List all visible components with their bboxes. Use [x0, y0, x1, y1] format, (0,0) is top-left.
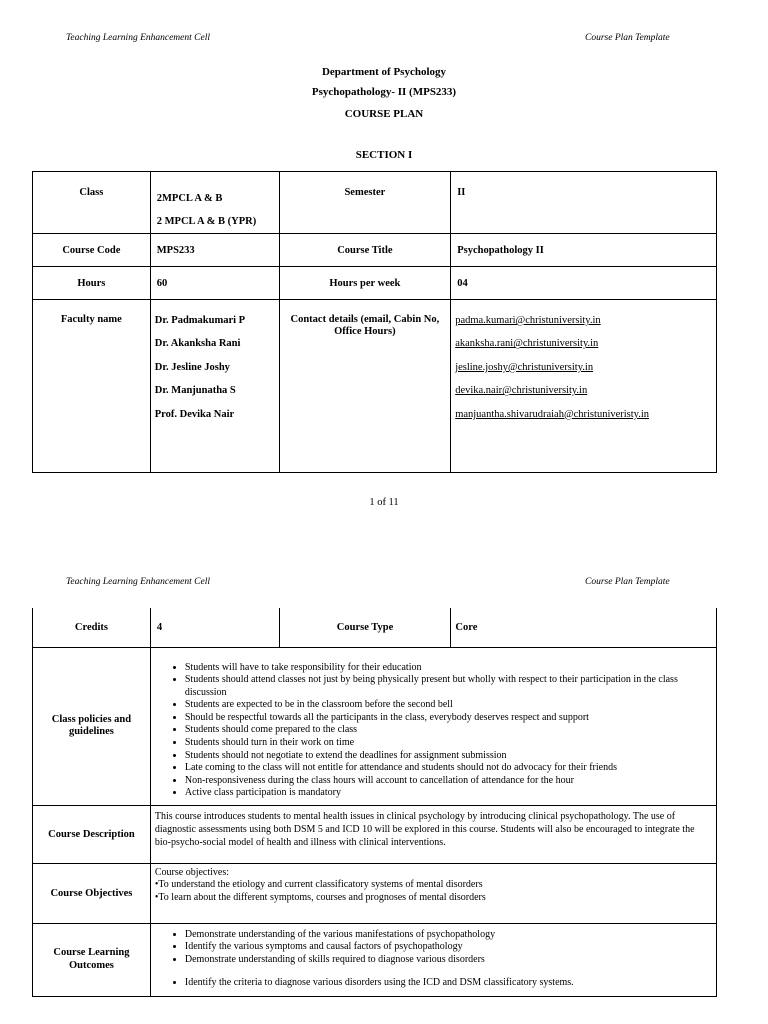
header-right-2: Course Plan Template [585, 577, 670, 587]
faculty-label: Faculty name [33, 300, 151, 473]
outcomes-label: Course Learning Outcomes [33, 923, 151, 996]
course-details-table [32, 608, 717, 997]
hours-per-week-label: Hours per week [279, 267, 451, 300]
hours-value: 60 [150, 267, 279, 300]
course-type-label: Course Type [279, 608, 451, 647]
policies-list [155, 662, 710, 801]
objectives-cell [150, 863, 716, 923]
outcomes-list-extra [155, 977, 710, 990]
list-item: • Late coming to the class will not entitle for attendance and students should not do advocacy for their friends [185, 762, 710, 775]
header-left: Teaching Learning Enhancement Cell [66, 33, 210, 43]
hours-per-week-value: 04 [451, 267, 717, 300]
faculty-name: Dr. Akanksha Rani [154, 338, 241, 350]
list-item: • Students should attend classes not just by being physically present but wholly with respect to their participation in the class discussion [185, 674, 710, 699]
list-item: • Students are expected to be in the classroom before the second bell [185, 699, 710, 712]
faculty-name: Prof. Devika Nair [154, 408, 235, 420]
plan-title: COURSE PLAN [344, 108, 424, 120]
section-title: SECTION I [355, 149, 413, 161]
section-one-table [32, 171, 717, 473]
email-link[interactable]: devika.nair@christuniversity.in [455, 385, 588, 397]
outcomes-cell [150, 923, 716, 996]
faculty-name: Dr. Padmakumari P [154, 315, 246, 326]
list-item: • Non-responsiveness during the class hours will account to cancellation of attendance for the hour [185, 775, 710, 788]
policies-label: Class policies and guidelines [33, 647, 151, 805]
class-values: 2MPCL A & B 2 MPCL A & B (YPR) [150, 172, 279, 234]
list-item: •To understand the etiology and current classificatory systems of mental disorders [154, 879, 483, 890]
email-list [451, 300, 717, 473]
list-item: • Should be respectful towards all the participants in the class, everybody deserves respect and support [185, 712, 710, 725]
class-label: Class [33, 172, 151, 234]
list-item: • Identify the criteria to diagnose various disorders using the ICD and DSM classificatory systems. [185, 977, 710, 990]
course-description: This course introduces students to mental health issues in clinical psychology by introducing clinical psychopathology. The use of diagnostic assessments using both DSM 5 and ICD 10 will be explored in this course. Students will also be encouraged to integrate the bio-psycho-social model of health and illness with clinical interventions. [150, 805, 716, 863]
course-title-label: Course Title [279, 234, 451, 267]
page-number: 1 of 11 [369, 497, 399, 508]
course-code-value: MPS233 [150, 234, 279, 267]
list-item: • Students will have to take responsibility for their education [185, 662, 710, 675]
list-item: • Students should come prepared to the class [185, 724, 710, 737]
list-item: • Demonstrate understanding of the various manifestations of psychopathology [185, 929, 710, 942]
policies-cell [150, 647, 716, 805]
credits-value: 4 [150, 608, 279, 647]
hours-label: Hours [33, 267, 151, 300]
course-title-value: Psychopathology II [451, 234, 717, 267]
semester-label: Semester [279, 172, 451, 234]
description-label: Course Description [33, 805, 151, 863]
objectives-label: Course Objectives [33, 863, 151, 923]
semester-value: II [451, 172, 717, 234]
faculty-name: Dr. Jesline Joshy [154, 361, 230, 373]
contact-label: Contact details (email, Cabin No, Office Hours) [279, 300, 451, 473]
list-item: • Demonstrate understanding of skills required to diagnose various disorders [185, 954, 710, 967]
list-item: • Students should turn in their work on time [185, 737, 710, 750]
department-title: Department of Psychology [321, 66, 447, 78]
course-type-value: Core [451, 608, 717, 647]
header-right: Course Plan Template [585, 33, 670, 43]
credits-label: Credits [33, 608, 151, 647]
course-code-label: Course Code [33, 234, 151, 267]
email-link[interactable]: jesline.joshy@christuniversity.in [455, 361, 594, 373]
list-item: • Identify the various symptoms and causal factors of psychopathology [185, 941, 710, 954]
objectives-intro: Course objectives: [154, 866, 230, 878]
header-left-2: Teaching Learning Enhancement Cell [66, 577, 210, 587]
email-link[interactable]: manjuantha.shivarudraiah@christuniveristy.in [455, 408, 650, 420]
list-item: • Active class participation is mandatory [185, 787, 710, 800]
faculty-list [150, 300, 279, 473]
email-link[interactable]: padma.kumari@christuniversity.in [455, 315, 601, 326]
course-heading: Psychopathology- II (MPS233) [311, 86, 457, 98]
email-link[interactable]: akanksha.rani@christuniversity.in [455, 338, 599, 350]
faculty-name: Dr. Manjunatha S [154, 385, 236, 397]
outcomes-list [155, 929, 710, 967]
list-item: • Students should not negotiate to extend the deadlines for assignment submission [185, 750, 710, 763]
list-item: •To learn about the different symptoms, courses and prognoses of mental disorders [154, 891, 486, 903]
